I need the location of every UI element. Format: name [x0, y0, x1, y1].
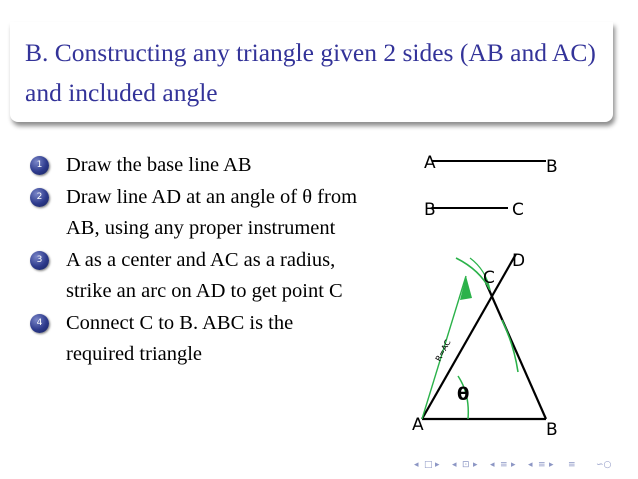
vertex-c-label: C — [483, 268, 495, 288]
prev-section-2-icon[interactable]: ◂ — [528, 460, 533, 470]
theta-label: θ — [457, 384, 470, 405]
step-text: Draw line AD at an angle of θ from AB, using any proper instrument — [66, 185, 358, 239]
list-item — [30, 150, 360, 182]
prev-frame-icon[interactable]: ◂ — [414, 460, 419, 470]
given-ac-label-start: B — [424, 200, 436, 220]
next-subsection-icon[interactable]: ▸ — [473, 460, 478, 470]
search-icon[interactable]: ∽○ — [596, 460, 612, 470]
align-icon[interactable]: ≡ — [568, 460, 576, 470]
prev-subsection-icon[interactable]: ◂ — [452, 460, 457, 470]
arc-cb — [502, 320, 518, 372]
next-frame-icon[interactable]: ▸ — [435, 460, 440, 470]
given-ab-label-b: B — [546, 157, 558, 177]
step-number-badge: 2 — [30, 188, 49, 207]
triangle-side-cb — [486, 283, 546, 419]
step-number-badge: 4 — [30, 314, 49, 333]
frame-icon: □ — [424, 460, 433, 470]
given-ab-label-a: A — [424, 153, 436, 173]
beamer-navigation — [400, 458, 630, 472]
given-ac-label-end: C — [512, 200, 524, 220]
list-item — [30, 182, 360, 245]
list-item — [30, 245, 360, 308]
step-text: A as a center and AC as a radius, strike an arc on AD to get point C — [66, 248, 343, 302]
section-icon: ≡ — [500, 460, 508, 470]
vertex-b-label: B — [546, 420, 558, 440]
next-section-2-icon[interactable]: ▸ — [549, 460, 554, 470]
triangle-construction-figure — [400, 140, 580, 440]
section-2-icon: ≡ — [538, 460, 546, 470]
point-d-label: D — [512, 251, 526, 271]
list-item — [30, 308, 360, 371]
step-list — [30, 150, 360, 371]
prev-section-icon[interactable]: ◂ — [490, 460, 495, 470]
step-number-badge: 3 — [30, 251, 49, 270]
radius-note: R=AC — [433, 338, 453, 363]
step-text: Draw the base line AB — [66, 154, 252, 176]
slide-title: B. Constructing any triangle given 2 sides (AB and AC) and included angle — [25, 38, 596, 107]
vertex-a-label: A — [412, 415, 424, 435]
subsection-icon: ⊡ — [462, 460, 470, 470]
next-section-icon[interactable]: ▸ — [511, 460, 516, 470]
step-number-badge: 1 — [30, 156, 49, 175]
construction-diagram — [400, 140, 580, 444]
step-text: Connect C to B. ABC is the required triangle — [66, 311, 294, 365]
